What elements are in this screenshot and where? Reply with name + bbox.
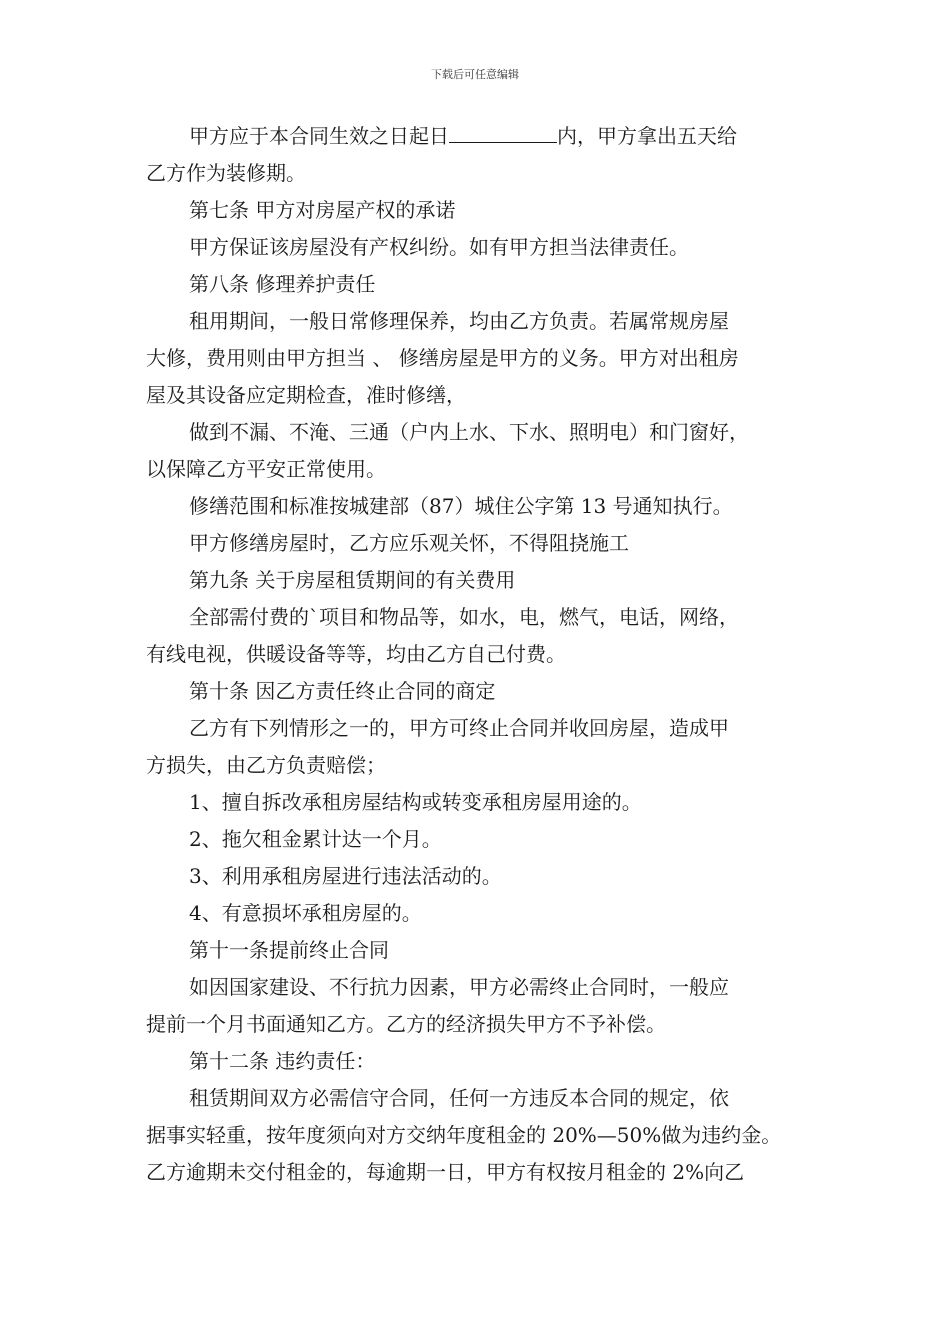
page-header: 下载后可任意编辑 [431,68,519,81]
line-text: 有线电视，供暖设备等等，均由乙方自己付费。 [146,642,566,666]
text-line [146,562,826,599]
line-text: 2、拖欠租金累计达一个月。 [189,827,442,851]
line-text: 大修，费用则由甲方担当 、 修缮房屋是甲方的义务。甲方对出租房 [146,346,739,370]
line-text: 1、擅自拆改承租房屋结构或转变承租房屋用途的。 [189,790,642,814]
text-line [146,303,826,340]
line-text: 提前一个月书面通知乙方。乙方的经济损失甲方不予补偿。 [146,1012,666,1036]
text-line [146,1117,826,1154]
text-line [146,710,826,747]
line-text: 甲方修缮房屋时，乙方应乐观关怀，不得阻挠施工 [189,531,629,555]
line-text: 屋及其设备应定期检查，准时修缮， [146,383,466,407]
text-line [146,747,826,784]
text-line [146,1154,826,1191]
text-line [146,451,826,488]
text-line [146,1080,826,1117]
line-text: 如因国家建设、不行抗力因素，甲方必需终止合同时，一般应 [189,975,729,999]
line-text: 甲方应于本合同生效之日起日 [189,124,449,148]
line-text: 第八条 修理养护责任 [189,272,376,296]
line-text: 租用期间，一般日常修理保养，均由乙方负责。若属常规房屋 [189,309,729,333]
text-line [146,895,826,932]
text-line [146,858,826,895]
text-line [146,821,826,858]
line-text: 修缮范围和标准按城建部（87）城住公字第 13 号通知执行。 [189,494,733,518]
line-text: 第十条 因乙方责任终止合同的商定 [189,679,496,703]
line-text: 做到不漏、不淹、三通（户内上水、下水、照明电）和门窗好， [189,420,749,444]
line-text: 第九条 关于房屋租赁期间的有关费用 [189,568,516,592]
line-text: 乙方有下列情形之一的，甲方可终止合同并收回房屋，造成甲 [189,716,729,740]
line-text: 方损失，由乙方负责赔偿； [146,753,386,777]
text-line [146,340,826,377]
line-text: 以保障乙方平安正常使用。 [146,457,386,481]
text-line [146,599,826,636]
text-line [146,377,826,414]
text-line [146,525,826,562]
text-line [146,414,826,451]
line-text: 第十一条提前终止合同 [189,938,389,962]
line-text: 乙方逾期未交付租金的，每逾期一日，甲方有权按月租金的 2%向乙 [146,1160,745,1184]
text-line [146,266,826,303]
text-line [146,932,826,969]
text-line [146,1043,826,1080]
text-line [146,969,826,1006]
line-text: 甲方保证该房屋没有产权纠纷。如有甲方担当法律责任。 [189,235,689,259]
text-line [146,636,826,673]
line-text: 乙方作为装修期。 [146,161,306,185]
line-text: 第十二条 违约责任： [189,1049,376,1073]
line-text: 租赁期间双方必需信守合同，任何一方违反本合同的规定，依 [189,1086,729,1110]
line-text: 3、利用承租房屋进行违法活动的。 [189,864,502,888]
document-body [146,118,826,1191]
line-text: 全部需付费的`项目和物品等，如水，电，燃气，电话，网络， [189,605,739,629]
line-text: 据事实轻重，按年度须向对方交纳年度租金的 20%—50%做为违约金。 [146,1123,782,1147]
text-line [146,192,826,229]
text-line [146,488,826,525]
text-line [146,155,826,192]
text-line [146,118,826,155]
fill-in-blank [449,124,557,143]
line-text: 第七条 甲方对房屋产权的承诺 [189,198,456,222]
text-line [146,229,826,266]
line-text: 4、有意损坏承租房屋的。 [189,901,422,925]
text-line [146,1006,826,1043]
text-line [146,784,826,821]
text-line [146,673,826,710]
line-text-after-blank: 内，甲方拿出五天给 [557,124,737,148]
